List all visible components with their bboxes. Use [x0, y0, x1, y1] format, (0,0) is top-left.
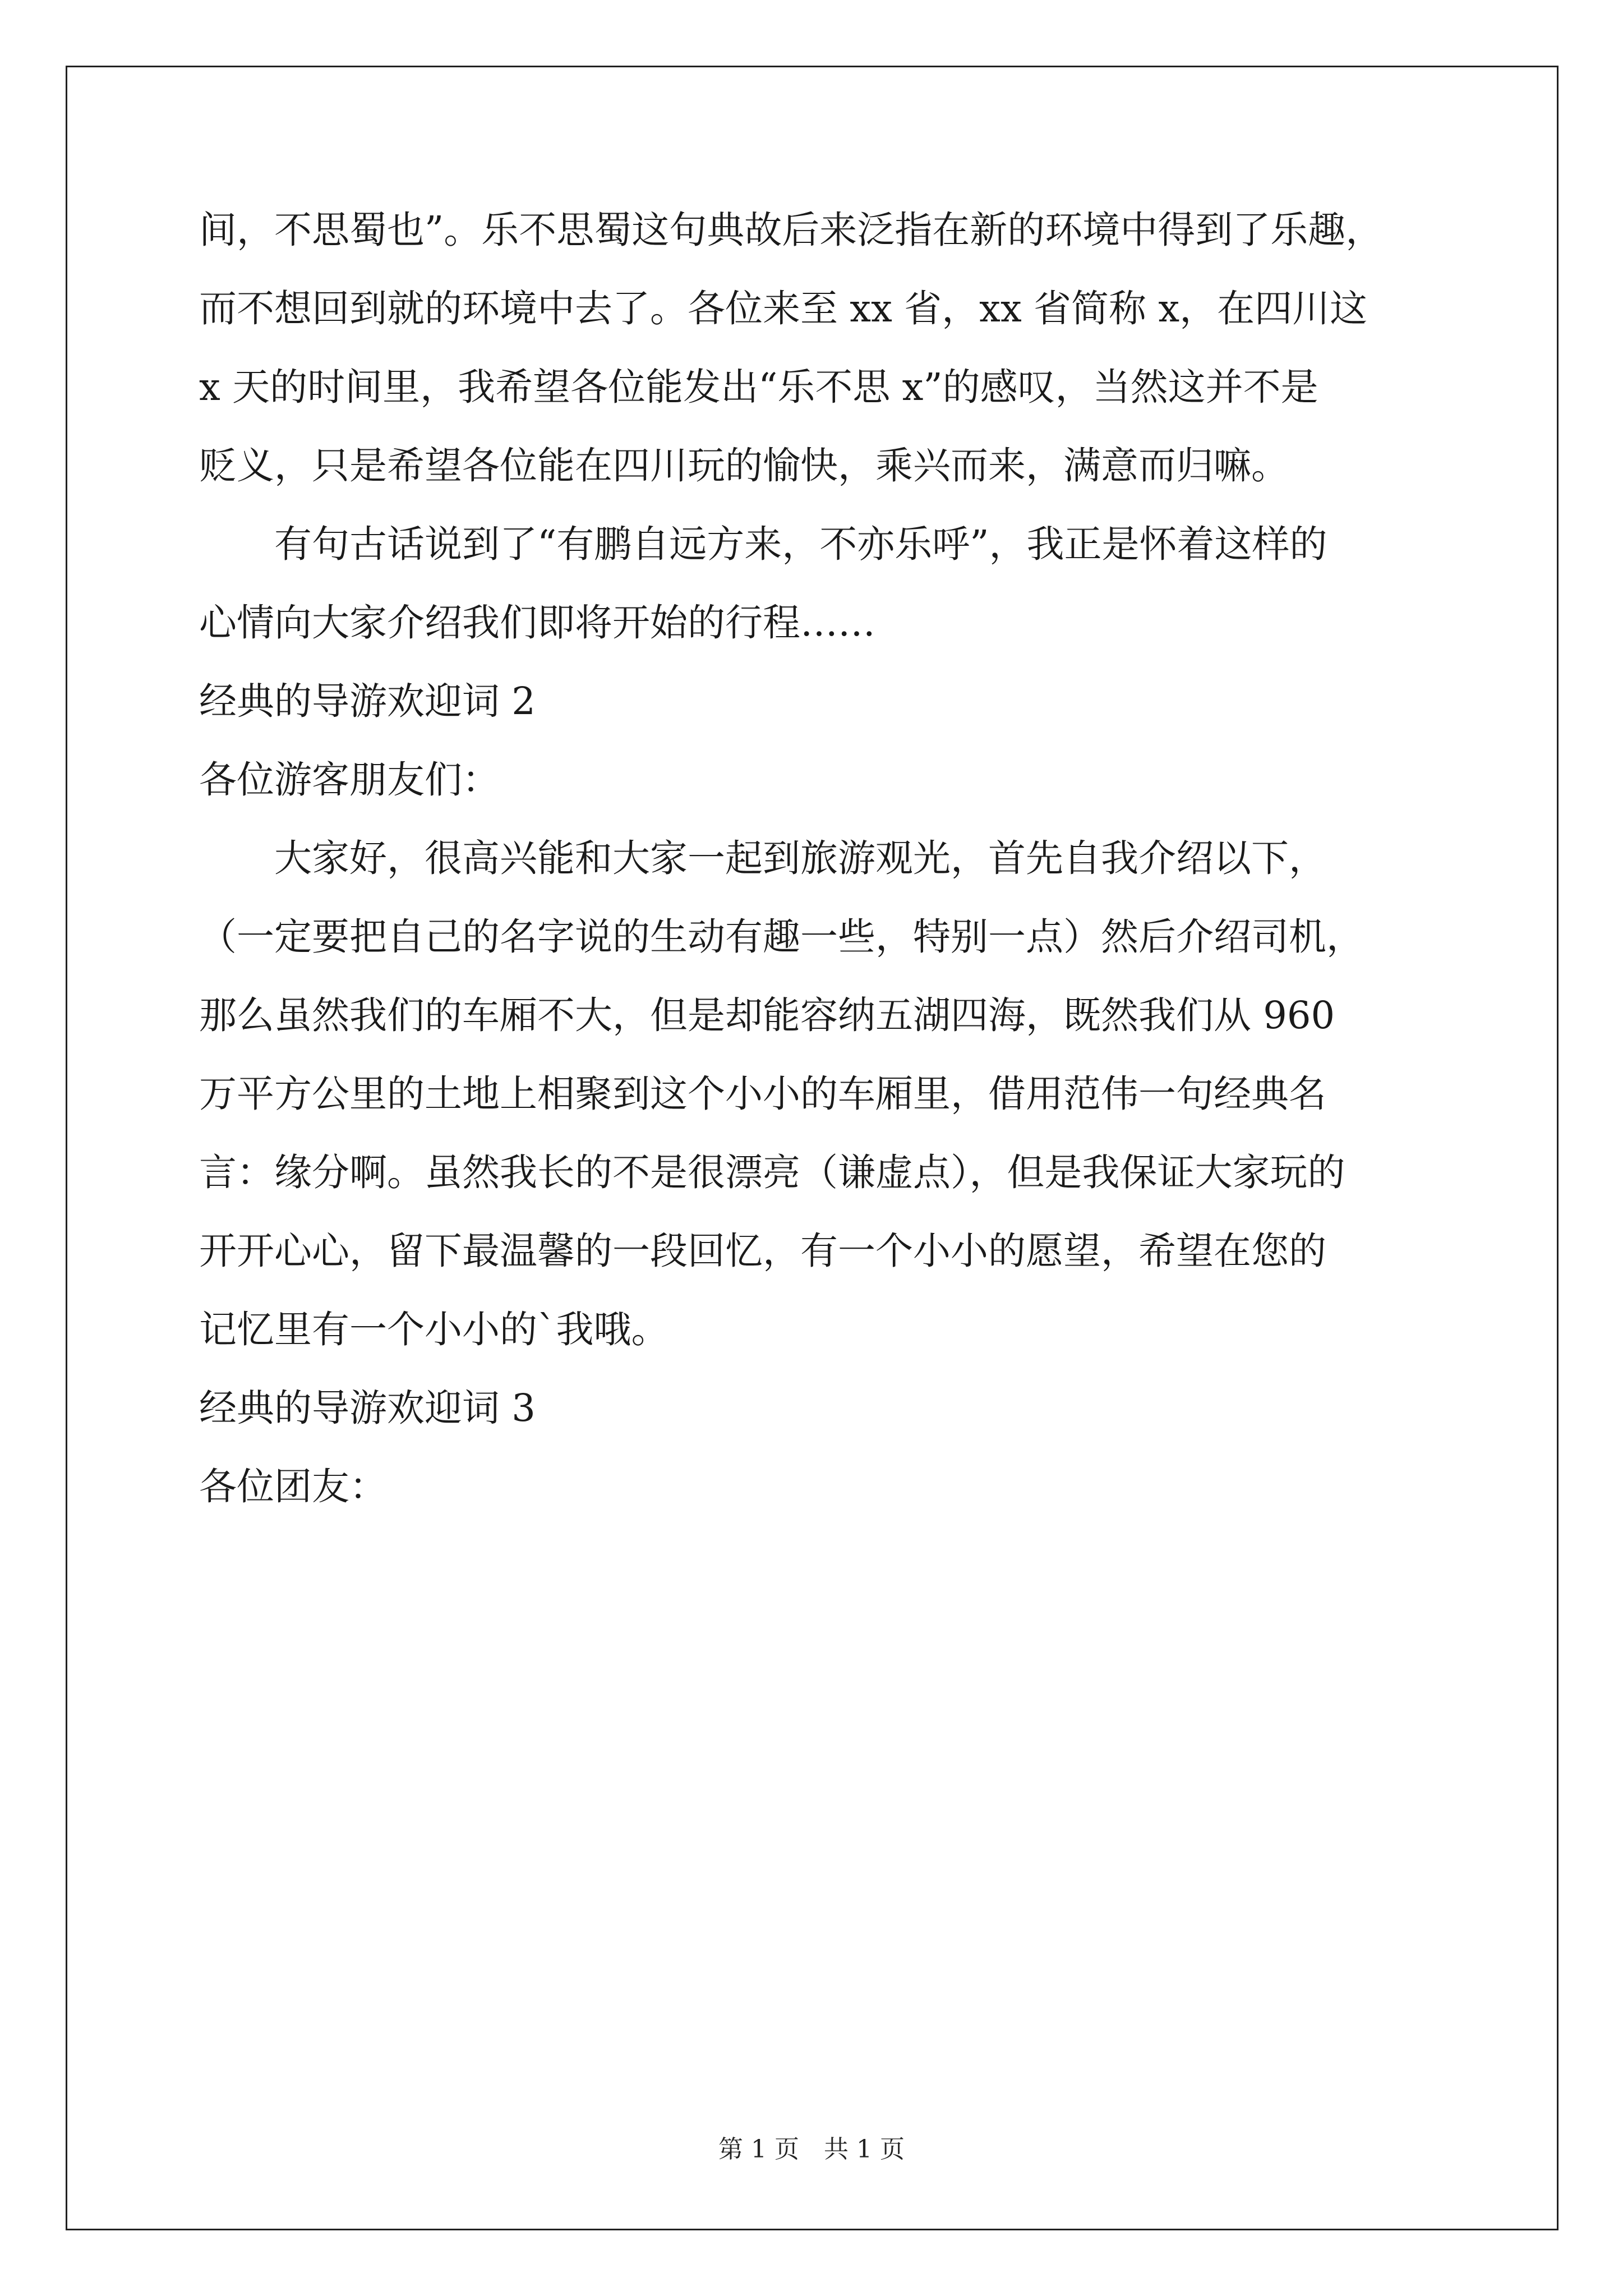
text-line: 万平方公里的土地上相聚到这个小小的车厢里，借用范伟一句经典名 [199, 1072, 1326, 1116]
text-line: 而不想回到就的环境中去了。各位来至 xx 省，xx 省简称 x，在四川这 [199, 287, 1368, 330]
salutation: 各位游客朋友们： [199, 758, 500, 802]
text-line: （一定要把自己的名字说的生动有趣一些，特别一点）然后介绍司机， [199, 915, 1364, 959]
text-line: 开开心心，留下最温馨的一段回忆，有一个小小的愿望，希望在您的 [199, 1229, 1326, 1273]
text-line: x 天的时间里，我希望各位能发出“乐不思 x”的感叹，当然这并不是 [199, 365, 1318, 409]
section-heading: 经典的导游欢迎词 3 [199, 1386, 536, 1430]
text-line: 大家好，很高兴能和大家一起到旅游观光，首先自我介绍以下， [199, 836, 1326, 880]
text-line: 言：缘分啊。虽然我长的不是很漂亮（谦虚点），但是我保证大家玩的 [199, 1151, 1345, 1194]
text-line: 那么虽然我们的车厢不大，但是却能容纳五湖四海，既然我们从 960 [199, 993, 1335, 1037]
text-line: 贬义，只是希望各位能在四川玩的愉快，乘兴而来，满意而归嘛。 [199, 444, 1289, 487]
text-line: 间，不思蜀也”。乐不思蜀这句典故后来泛指在新的环境中得到了乐趣， [199, 208, 1384, 252]
salutation: 各位团友： [199, 1465, 387, 1508]
page-footer: 第 1 页 共 1 页 [718, 2135, 905, 2164]
document-body [199, 191, 1467, 1526]
section-heading: 经典的导游欢迎词 2 [199, 679, 536, 723]
text-line: 心情向大家介绍我们即将开始的行程…… [199, 601, 875, 645]
text-line: 记忆里有一个小小的`我哦。 [199, 1308, 669, 1351]
text-line: 有句古话说到了“有鹏自远方来，不亦乐呼”，我正是怀着这样的 [199, 522, 1327, 566]
